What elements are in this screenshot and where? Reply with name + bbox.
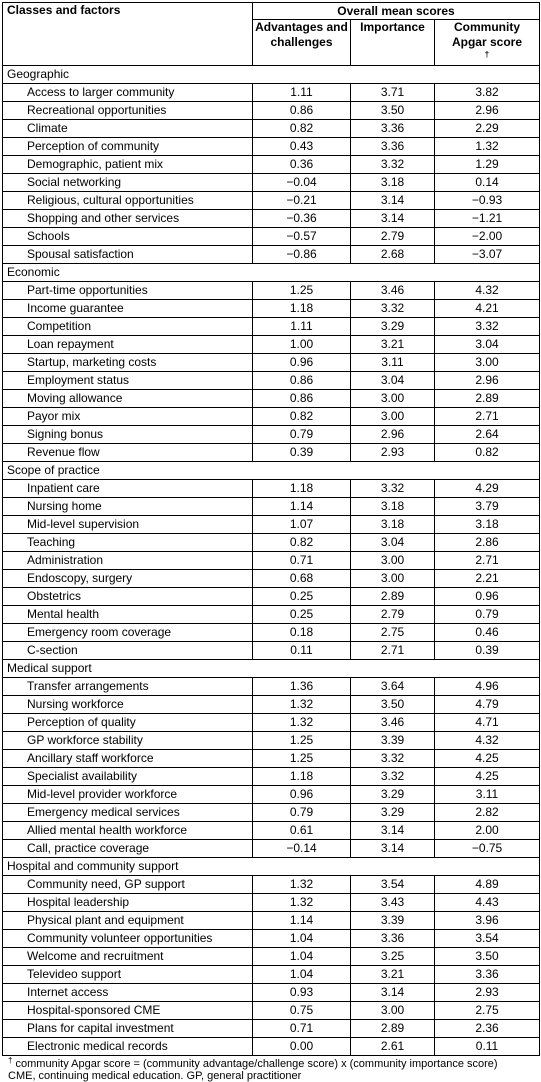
advantage-score: 0.18	[253, 624, 351, 642]
advantage-score: 0.86	[253, 102, 351, 120]
apgar-score: 3.11	[435, 786, 540, 804]
importance-score: 3.14	[351, 210, 435, 228]
advantage-score: 0.96	[253, 786, 351, 804]
advantage-score: 0.79	[253, 804, 351, 822]
advantage-score: 0.75	[253, 1002, 351, 1020]
table-row	[3, 300, 540, 318]
advantage-score: 1.25	[253, 750, 351, 768]
table-row	[3, 606, 540, 624]
table-row	[3, 768, 540, 786]
table-row	[3, 1020, 540, 1038]
advantage-score: −0.14	[253, 840, 351, 858]
importance-score: 3.32	[351, 156, 435, 174]
factor-name: Perception of community	[3, 138, 253, 156]
apgar-score: 3.79	[435, 498, 540, 516]
apgar-score: 0.96	[435, 588, 540, 606]
apgar-score: 3.04	[435, 336, 540, 354]
importance-score: 2.79	[351, 228, 435, 246]
factor-name: Teaching	[3, 534, 253, 552]
factor-name: Nursing workforce	[3, 696, 253, 714]
table-row	[3, 174, 540, 192]
apgar-score: 2.82	[435, 804, 540, 822]
factor-name: Employment status	[3, 372, 253, 390]
section-name: Economic	[3, 264, 540, 282]
factor-name: Emergency room coverage	[3, 624, 253, 642]
table-row	[3, 156, 540, 174]
table-row	[3, 390, 540, 408]
table-row	[3, 948, 540, 966]
apgar-score: 2.71	[435, 552, 540, 570]
factor-name: Perception of quality	[3, 714, 253, 732]
apgar-score: 2.86	[435, 534, 540, 552]
importance-score: 2.61	[351, 1038, 435, 1056]
apgar-score: 0.14	[435, 174, 540, 192]
factor-name: Part-time opportunities	[3, 282, 253, 300]
apgar-score: 2.21	[435, 570, 540, 588]
advantage-score: 1.00	[253, 336, 351, 354]
table-row	[3, 912, 540, 930]
advantage-score: −0.04	[253, 174, 351, 192]
table-row	[3, 372, 540, 390]
apgar-score: 2.71	[435, 408, 540, 426]
advantage-score: −0.57	[253, 228, 351, 246]
advantage-score: −0.21	[253, 192, 351, 210]
importance-score: 2.68	[351, 246, 435, 264]
table-row	[3, 120, 540, 138]
table-row	[3, 1002, 540, 1020]
table-body	[3, 66, 540, 1056]
table-row	[3, 678, 540, 696]
table-row	[3, 282, 540, 300]
table-row	[3, 876, 540, 894]
apgar-score: 2.75	[435, 1002, 540, 1020]
table-row	[3, 336, 540, 354]
importance-score: 3.14	[351, 840, 435, 858]
section-row	[3, 462, 540, 480]
apgar-score: 3.50	[435, 948, 540, 966]
advantage-score: 1.18	[253, 768, 351, 786]
table-row	[3, 642, 540, 660]
importance-score: 3.21	[351, 336, 435, 354]
importance-score: 3.39	[351, 912, 435, 930]
table-row	[3, 318, 540, 336]
importance-score: 3.39	[351, 732, 435, 750]
table-row	[3, 984, 540, 1002]
factor-name: Demographic, patient mix	[3, 156, 253, 174]
table-row	[3, 930, 540, 948]
advantage-score: 1.36	[253, 678, 351, 696]
importance-score: 2.89	[351, 1020, 435, 1038]
factor-name: Endoscopy, surgery	[3, 570, 253, 588]
importance-score: 3.00	[351, 1002, 435, 1020]
footnote-abbreviations: CME, continuing medical education. GP, general practitioner	[8, 1070, 302, 1082]
importance-score: 3.14	[351, 822, 435, 840]
apgar-score: 2.89	[435, 390, 540, 408]
advantage-score: 1.07	[253, 516, 351, 534]
factor-name: Mental health	[3, 606, 253, 624]
advantage-score: 0.71	[253, 1020, 351, 1038]
section-name: Hospital and community support	[3, 858, 540, 876]
apgar-score: 2.00	[435, 822, 540, 840]
advantage-score: 1.04	[253, 948, 351, 966]
table-row	[3, 228, 540, 246]
table-row	[3, 444, 540, 462]
apgar-score: 4.89	[435, 876, 540, 894]
table-row	[3, 786, 540, 804]
importance-score: 3.04	[351, 372, 435, 390]
table-row	[3, 210, 540, 228]
importance-score: 3.21	[351, 966, 435, 984]
factor-name: Recreational opportunities	[3, 102, 253, 120]
factor-name: Physical plant and equipment	[3, 912, 253, 930]
header-importance: Importance	[351, 20, 435, 66]
importance-score: 3.71	[351, 84, 435, 102]
factor-name: Schools	[3, 228, 253, 246]
advantage-score: 0.96	[253, 354, 351, 372]
apgar-score: 0.11	[435, 1038, 540, 1056]
importance-score: 2.96	[351, 426, 435, 444]
table-row	[3, 696, 540, 714]
advantage-score: 1.11	[253, 318, 351, 336]
apgar-score: 1.29	[435, 156, 540, 174]
apgar-score: 4.43	[435, 894, 540, 912]
scores-table	[2, 2, 540, 1056]
apgar-score: 4.71	[435, 714, 540, 732]
factor-name: Mid-level provider workforce	[3, 786, 253, 804]
factor-name: Nursing home	[3, 498, 253, 516]
factor-name: Internet access	[3, 984, 253, 1002]
table-row	[3, 480, 540, 498]
apgar-score: 3.00	[435, 354, 540, 372]
advantage-score: 0.43	[253, 138, 351, 156]
table-row	[3, 498, 540, 516]
table-row	[3, 408, 540, 426]
importance-score: 3.36	[351, 120, 435, 138]
importance-score: 3.29	[351, 318, 435, 336]
factor-name: Signing bonus	[3, 426, 253, 444]
table-row	[3, 102, 540, 120]
importance-score: 3.46	[351, 282, 435, 300]
factor-name: Electronic medical records	[3, 1038, 253, 1056]
header-overall-mean-scores: Overall mean scores	[253, 3, 540, 20]
table-row	[3, 966, 540, 984]
importance-score: 3.46	[351, 714, 435, 732]
importance-score: 3.64	[351, 678, 435, 696]
advantage-score: −0.36	[253, 210, 351, 228]
advantage-score: 0.61	[253, 822, 351, 840]
section-row	[3, 264, 540, 282]
factor-name: Hospital leadership	[3, 894, 253, 912]
factor-name: GP workforce stability	[3, 732, 253, 750]
table-row	[3, 84, 540, 102]
table-row	[3, 426, 540, 444]
apgar-score: 4.29	[435, 480, 540, 498]
factor-name: Inpatient care	[3, 480, 253, 498]
table-row	[3, 354, 540, 372]
apgar-score: 0.39	[435, 642, 540, 660]
advantage-score: 1.32	[253, 696, 351, 714]
factor-name: Shopping and other services	[3, 210, 253, 228]
apgar-score: 3.82	[435, 84, 540, 102]
factor-name: Payor mix	[3, 408, 253, 426]
factor-name: Startup, marketing costs	[3, 354, 253, 372]
factor-name: Transfer arrangements	[3, 678, 253, 696]
factor-name: Moving allowance	[3, 390, 253, 408]
apgar-score: 4.21	[435, 300, 540, 318]
table-row	[3, 750, 540, 768]
importance-score: 3.32	[351, 480, 435, 498]
factor-name: Access to larger community	[3, 84, 253, 102]
importance-score: 3.50	[351, 696, 435, 714]
section-name: Scope of practice	[3, 462, 540, 480]
header-classes-and-factors: Classes and factors	[3, 3, 253, 66]
apgar-score: 4.25	[435, 768, 540, 786]
table-row	[3, 624, 540, 642]
advantage-score: 1.04	[253, 966, 351, 984]
advantage-score: 0.25	[253, 606, 351, 624]
advantage-score: 0.82	[253, 534, 351, 552]
importance-score: 3.32	[351, 750, 435, 768]
importance-score: 3.00	[351, 570, 435, 588]
importance-score: 3.18	[351, 516, 435, 534]
apgar-score: −3.07	[435, 246, 540, 264]
apgar-score: −1.21	[435, 210, 540, 228]
section-row	[3, 66, 540, 84]
apgar-score: 2.64	[435, 426, 540, 444]
apgar-score: 2.96	[435, 102, 540, 120]
advantage-score: 1.14	[253, 912, 351, 930]
advantage-score: −0.86	[253, 246, 351, 264]
factor-name: Community need, GP support	[3, 876, 253, 894]
advantage-score: 1.18	[253, 300, 351, 318]
footnotes	[0, 1058, 541, 1082]
advantage-score: 0.82	[253, 408, 351, 426]
table-row	[3, 840, 540, 858]
factor-name: Allied mental health workforce	[3, 822, 253, 840]
footnote-apgar-formula: † community Apgar score = (community advantage/challenge score) x (community importance score)	[8, 1056, 498, 1070]
advantage-score: 0.68	[253, 570, 351, 588]
importance-score: 3.14	[351, 984, 435, 1002]
table-row	[3, 552, 540, 570]
table-row	[3, 570, 540, 588]
table-row	[3, 714, 540, 732]
table-row	[3, 516, 540, 534]
header-advantages-challenges: Advantages and challenges	[253, 20, 351, 66]
factor-name: Income guarantee	[3, 300, 253, 318]
importance-score: 3.50	[351, 102, 435, 120]
importance-score: 3.14	[351, 192, 435, 210]
importance-score: 3.04	[351, 534, 435, 552]
importance-score: 3.36	[351, 138, 435, 156]
table-header	[3, 3, 540, 66]
factor-name: Obstetrics	[3, 588, 253, 606]
factor-name: Climate	[3, 120, 253, 138]
factor-name: Mid-level supervision	[3, 516, 253, 534]
section-name: Geographic	[3, 66, 540, 84]
importance-score: 3.00	[351, 552, 435, 570]
apgar-score: 1.32	[435, 138, 540, 156]
importance-score: 3.25	[351, 948, 435, 966]
factor-name: Welcome and recruitment	[3, 948, 253, 966]
advantage-score: 1.25	[253, 732, 351, 750]
table-row	[3, 804, 540, 822]
advantage-score: 1.32	[253, 894, 351, 912]
advantage-score: 1.18	[253, 480, 351, 498]
importance-score: 3.54	[351, 876, 435, 894]
table-row	[3, 822, 540, 840]
factor-name: Ancillary staff workforce	[3, 750, 253, 768]
importance-score: 2.71	[351, 642, 435, 660]
factor-name: Social networking	[3, 174, 253, 192]
header-community-apgar: Community Apgar score †	[435, 20, 540, 66]
importance-score: 3.36	[351, 930, 435, 948]
apgar-score: 2.96	[435, 372, 540, 390]
factor-name: C-section	[3, 642, 253, 660]
factor-name: Revenue flow	[3, 444, 253, 462]
importance-score: 3.11	[351, 354, 435, 372]
importance-score: 2.89	[351, 588, 435, 606]
importance-score: 3.00	[351, 390, 435, 408]
advantage-score: 0.86	[253, 372, 351, 390]
apgar-score: 4.25	[435, 750, 540, 768]
apgar-score: 2.29	[435, 120, 540, 138]
table-row	[3, 246, 540, 264]
factor-name: Community volunteer opportunities	[3, 930, 253, 948]
advantage-score: 0.39	[253, 444, 351, 462]
importance-score: 3.18	[351, 174, 435, 192]
table-row	[3, 138, 540, 156]
apgar-score: 4.32	[435, 732, 540, 750]
factor-name: Specialist availability	[3, 768, 253, 786]
apgar-score: 3.96	[435, 912, 540, 930]
importance-score: 3.18	[351, 498, 435, 516]
factor-name: Plans for capital investment	[3, 1020, 253, 1038]
factor-name: Emergency medical services	[3, 804, 253, 822]
importance-score: 3.32	[351, 768, 435, 786]
document	[0, 2, 541, 1082]
factor-name: Loan repayment	[3, 336, 253, 354]
apgar-score: 3.32	[435, 318, 540, 336]
factor-name: Hospital-sponsored CME	[3, 1002, 253, 1020]
section-row	[3, 858, 540, 876]
importance-score: 2.93	[351, 444, 435, 462]
advantage-score: 1.04	[253, 930, 351, 948]
apgar-score: 4.96	[435, 678, 540, 696]
advantage-score: 0.25	[253, 588, 351, 606]
apgar-score: 2.36	[435, 1020, 540, 1038]
apgar-score: −0.75	[435, 840, 540, 858]
factor-name: Call, practice coverage	[3, 840, 253, 858]
apgar-score: 4.79	[435, 696, 540, 714]
advantage-score: 0.71	[253, 552, 351, 570]
apgar-score: 2.93	[435, 984, 540, 1002]
section-row	[3, 660, 540, 678]
advantage-score: 0.00	[253, 1038, 351, 1056]
table-row	[3, 1038, 540, 1056]
table-row	[3, 192, 540, 210]
apgar-score: 3.36	[435, 966, 540, 984]
advantage-score: 0.93	[253, 984, 351, 1002]
advantage-score: 0.36	[253, 156, 351, 174]
importance-score: 3.29	[351, 786, 435, 804]
importance-score: 2.75	[351, 624, 435, 642]
importance-score: 3.32	[351, 300, 435, 318]
advantage-score: 1.32	[253, 876, 351, 894]
dagger-mark: †	[484, 50, 490, 59]
factor-name: Competition	[3, 318, 253, 336]
factor-name: Administration	[3, 552, 253, 570]
advantage-score: 1.14	[253, 498, 351, 516]
apgar-score: 0.82	[435, 444, 540, 462]
advantage-score: 0.86	[253, 390, 351, 408]
importance-score: 3.43	[351, 894, 435, 912]
apgar-score: 3.54	[435, 930, 540, 948]
factor-name: Televideo support	[3, 966, 253, 984]
advantage-score: 1.32	[253, 714, 351, 732]
apgar-score: −2.00	[435, 228, 540, 246]
factor-name: Spousal satisfaction	[3, 246, 253, 264]
advantage-score: 1.11	[253, 84, 351, 102]
importance-score: 2.79	[351, 606, 435, 624]
advantage-score: 1.25	[253, 282, 351, 300]
table-row	[3, 534, 540, 552]
table-row	[3, 588, 540, 606]
importance-score: 3.29	[351, 804, 435, 822]
apgar-score: 3.18	[435, 516, 540, 534]
table-row	[3, 894, 540, 912]
apgar-score: 4.32	[435, 282, 540, 300]
advantage-score: 0.11	[253, 642, 351, 660]
advantage-score: 0.82	[253, 120, 351, 138]
apgar-score: 0.79	[435, 606, 540, 624]
factor-name: Religious, cultural opportunities	[3, 192, 253, 210]
importance-score: 3.00	[351, 408, 435, 426]
section-name: Medical support	[3, 660, 540, 678]
advantage-score: 0.79	[253, 426, 351, 444]
apgar-score: 0.46	[435, 624, 540, 642]
apgar-score: −0.93	[435, 192, 540, 210]
table-row	[3, 732, 540, 750]
